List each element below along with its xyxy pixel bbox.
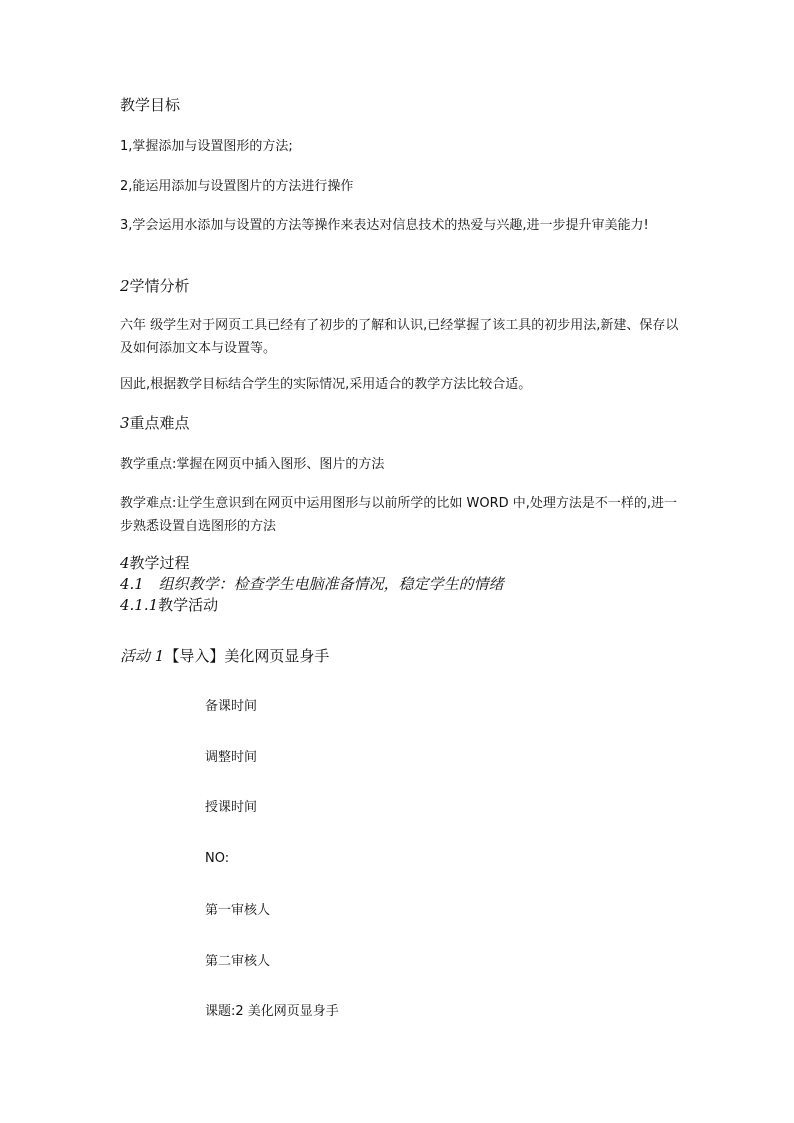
process-heading xyxy=(120,556,190,571)
subsection-1-number: 4.1 xyxy=(120,575,144,593)
goal-item-2: 2,能运用添加与设置图片的方法进行操作 xyxy=(120,179,354,194)
keypoints-heading xyxy=(120,416,190,431)
analysis-paragraph-2: 因此,根据教学目标结合学生的实际情况,采用适合的教学方法比较合适。 xyxy=(120,377,532,392)
activity-prefix: 活动 1 xyxy=(120,647,165,665)
goals-heading: 教学目标 xyxy=(120,96,181,114)
analysis-title: 学情分析 xyxy=(129,277,190,295)
form-number: NO: xyxy=(205,851,230,866)
form-adjust-time: 调整时间 xyxy=(205,750,258,765)
process-subsection-1 xyxy=(120,577,504,592)
keypoints-title: 重点难点 xyxy=(129,414,190,432)
analysis-number: 2 xyxy=(120,277,130,295)
analysis-heading xyxy=(120,279,190,294)
activity-heading xyxy=(120,649,329,664)
subsection-2-text: 教学活动 xyxy=(158,596,219,614)
key-focus: 教学重点:掌握在网页中插入图形、图片的方法 xyxy=(120,457,385,472)
key-difficulty: 教学难点:让学生意识到在网页中运用图形与以前所学的比如 WORD 中,处理方法是不一样的,进一步熟悉设置自选图形的方法 xyxy=(120,496,678,534)
form-reviewer-1: 第一审核人 xyxy=(205,903,271,918)
keypoints-number: 3 xyxy=(120,414,130,432)
goal-item-1: 1,掌握添加与设置图形的方法; xyxy=(120,139,293,154)
analysis-paragraph-1: 六年 级学生对于网页工具已经有了初步的了解和认识,已经掌握了该工具的初步用法,新建、保存以及如何添加文本与设置等。 xyxy=(120,318,679,356)
activity-label: 【导入】美化网页显身手 xyxy=(164,647,330,665)
subsection-1-text: 组织教学：检查学生电脑准备情况，稳定学生的情绪 xyxy=(158,575,504,593)
form-prep-time: 备课时间 xyxy=(205,699,258,714)
process-number: 4 xyxy=(120,554,130,572)
goal-item-3: 3,学会运用水添加与设置的方法等操作来表达对信息技术的热爱与兴趣,进一步提升审美能力! xyxy=(120,218,649,233)
form-reviewer-2: 第二审核人 xyxy=(205,954,271,969)
form-topic: 课题:2 美化网页显身手 xyxy=(205,1004,339,1019)
process-subsection-2 xyxy=(120,598,218,613)
subsection-2-number: 4.1.1 xyxy=(120,596,159,614)
form-teach-time: 授课时间 xyxy=(205,800,258,815)
process-title: 教学过程 xyxy=(129,554,190,572)
